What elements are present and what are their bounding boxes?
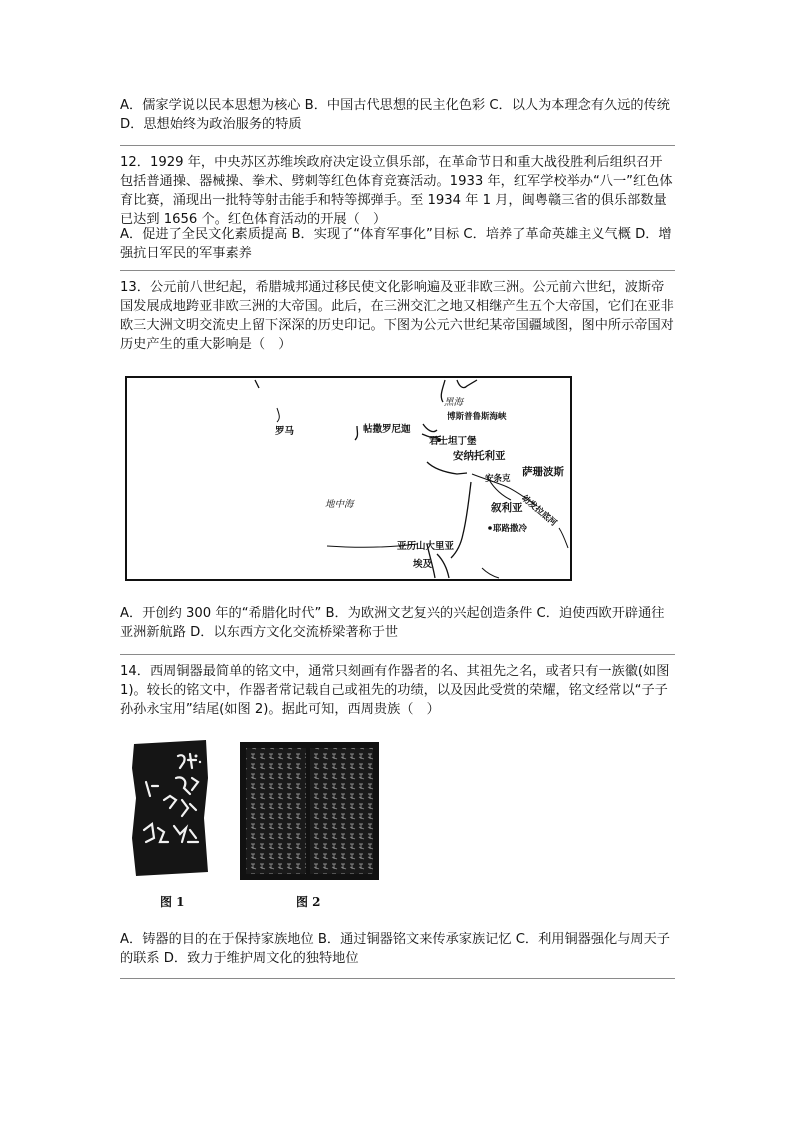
q13-options: A．开创约 300 年的“希腊化时代” B．为欧洲文艺复兴的兴起创造条件 C．迫使西欧开辟通往亚洲新航路 D．以东西方文化交流桥梁著称于世 [120,606,665,640]
map-label-thessalonica: 帖撒罗尼迦 [363,424,411,435]
map-label-mediterranean: 地中海 [325,499,354,510]
map-label-sasanid-persia: 萨珊波斯 [522,466,564,478]
map-label-rome: 罗马 [275,426,295,437]
q11-options: A．儒家学说以民本思想为核心 B．中国古代思想的民主化色彩 C．以人为本理念有久远的传统 D．思想始终为政治服务的特质 [120,98,670,132]
divider [120,270,675,271]
inscription-rubbing-figure-2 [240,742,379,880]
map-label-antioch: 安条克 [485,474,511,484]
map-label-bosporus: 博斯普鲁斯海峡 [447,412,507,422]
divider [120,654,675,655]
map-label-syria: 叙利亚 [491,502,523,514]
q14-options: A．铸器的目的在于保持家族地位 B．通过铜器铭文来传承家族记忆 C．利用铜器强化与周天子的联系 D．致力于维护周文化的独特地位 [120,932,670,966]
divider [120,978,675,979]
figure-2-caption: 图 2 [296,895,321,909]
figure-1-caption: 图 1 [160,895,185,909]
map-label-black-sea: 黑海 [444,397,464,408]
map-label-jerusalem: 耶路撒冷 [493,524,528,534]
map-label-anatolia: 安纳托利亚 [453,450,506,462]
map-label-constantinople: 君士坦丁堡 [429,436,477,447]
map-label-alexandria: 亚历山大里亚 [397,541,455,552]
map-label-egypt: 埃及 [413,559,433,570]
inscription-rubbing-figure-1 [130,738,210,878]
q12-options: A．促进了全民文化素质提高 B．实现了“体育军事化”目标 C．培养了革命英雄主义气概 D．增强抗日军民的军事素养 [120,227,672,261]
q12-stem: 12．1929 年，中央苏区苏维埃政府决定设立俱乐部，在革命节日和重大战役胜利后组织召开包括普通操、器械操、拳术、劈刺等红色体育竞赛活动。1933 年，红军学校举办“八一”红色体育比赛，涌现出一批特等射击能手和特等掷弹手。至 1934 年 1 月，闽粤赣三省的俱乐部数量已达到 1656 个。红色体育活动的开展（ ） [120,155,673,227]
map-label-euphrates: 幼发拉底河 [519,493,559,529]
q13-stem: 13．公元前八世纪起，希腊城邦通过移民使文化影响遍及亚非欧三洲。公元前六世纪，波斯帝国发展成地跨亚非欧三洲的大帝国。此后，在三洲交汇之地又相继产生五个大帝国，它们在亚非欧三大洲文明交流史上留下深深的历史印记。下图为公元六世纪某帝国疆域图，图中所示帝国对历史产生的重大影响是（ ） [120,280,674,352]
q14-stem: 14．西周铜器最简单的铭文中，通常只刻画有作器者的名、其祖先之名，或者只有一族徽(如图 1)。较长的铭文中，作器者常记载自己或祖先的功绩，以及因此受赏的荣耀，铭文经常以“子子孙孙永宝用”结尾(如图 2)。据此可知，西周贵族（ ） [120,664,670,717]
divider [120,145,675,146]
empire-map [125,376,572,581]
